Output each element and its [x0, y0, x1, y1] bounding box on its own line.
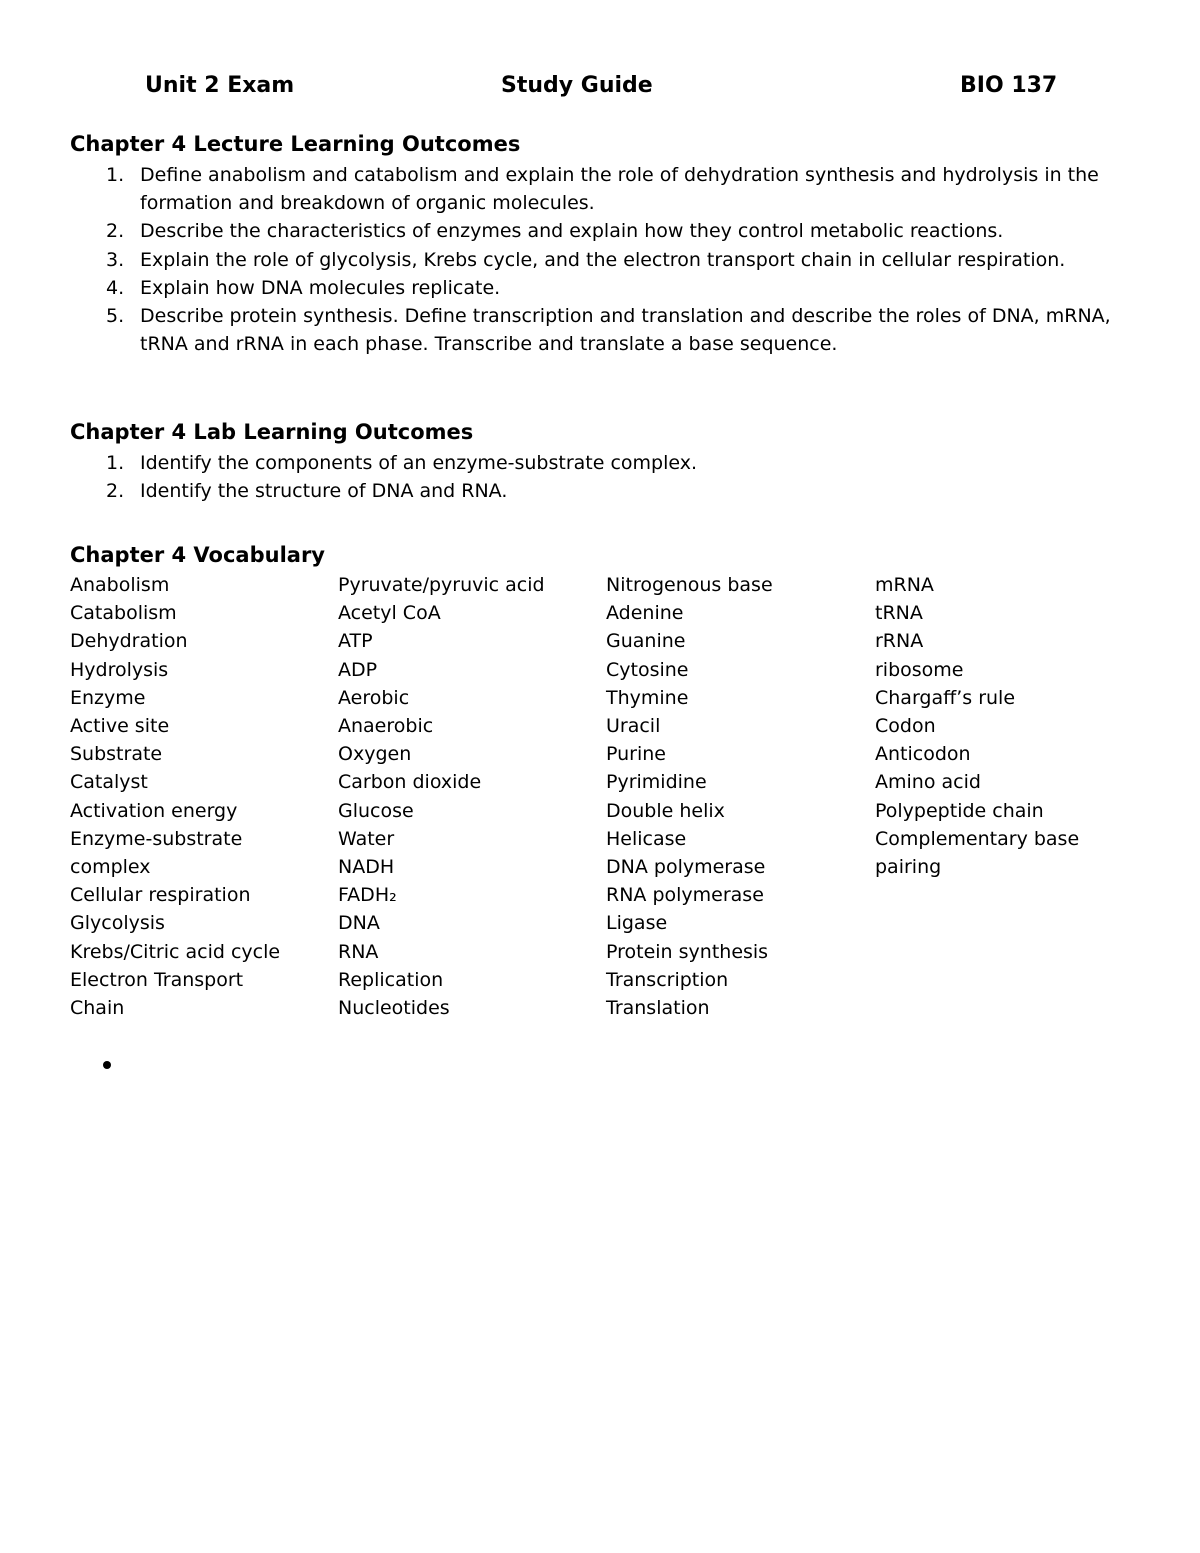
vocabulary-term: Catabolism — [70, 602, 177, 625]
vocabulary-term: Anabolism — [70, 574, 170, 596]
list-item — [70, 161, 1150, 217]
lab-outcomes-list — [70, 449, 1150, 505]
vocabulary-column — [606, 571, 866, 1022]
vocabulary-term: Cytosine — [606, 658, 689, 681]
vocabulary-term: FADH₂ — [338, 884, 397, 907]
vocabulary-term: Pyrimidine — [606, 771, 707, 794]
vocabulary-term: Pyruvate/pyruvic acid — [338, 574, 545, 596]
header-course: BIO 137 — [960, 73, 1058, 98]
header-title: Study Guide — [501, 73, 653, 98]
vocabulary-term: Chain — [70, 997, 125, 1020]
vocabulary-term: Polypeptide chain — [875, 799, 1044, 822]
vocabulary-term: Double helix — [606, 799, 725, 822]
list-item — [70, 477, 1150, 505]
vocabulary-term: Chargaff’s rule — [875, 686, 1016, 709]
item-number: 1. — [106, 452, 125, 474]
vocabulary-term: Transcription — [606, 968, 729, 991]
vocabulary-term: Active site — [70, 715, 170, 738]
vocabulary-column — [875, 571, 1135, 881]
lecture-outcomes-heading: Chapter 4 Lecture Learning Outcomes — [70, 132, 521, 156]
item-number: 2. — [106, 480, 125, 503]
vocabulary-term: Amino acid — [875, 771, 981, 794]
bullet-point — [103, 1061, 111, 1069]
vocabulary-column — [338, 571, 598, 1022]
item-number: 1. — [106, 164, 125, 186]
vocabulary-term: ATP — [338, 630, 373, 653]
vocabulary-term: RNA polymerase — [606, 884, 764, 907]
list-item — [70, 246, 1150, 274]
vocabulary-term: Replication — [338, 968, 444, 991]
vocabulary-term: NADH — [338, 856, 395, 879]
vocabulary-term: Cellular respiration — [70, 884, 251, 907]
vocabulary-term: pairing — [875, 856, 942, 879]
vocabulary-term: Translation — [606, 997, 710, 1020]
vocabulary-term: Krebs/Citric acid cycle — [70, 940, 281, 963]
list-item — [70, 217, 1150, 245]
item-number: 4. — [106, 276, 125, 299]
item-number: 5. — [106, 305, 125, 328]
vocabulary-term: Electron Transport — [70, 968, 244, 991]
vocabulary-term: Ligase — [606, 912, 668, 935]
item-text: Explain how DNA molecules replicate. — [140, 276, 501, 299]
item-number: 3. — [106, 248, 125, 271]
item-text: Identify the components of an enzyme-substrate complex. — [140, 452, 698, 474]
list-item — [70, 274, 1150, 302]
vocabulary-term: Carbon dioxide — [338, 771, 482, 794]
vocabulary-term: Purine — [606, 743, 666, 766]
header-unit: Unit 2 Exam — [145, 73, 295, 98]
vocabulary-term: Water — [338, 827, 395, 850]
vocabulary-term: Catalyst — [70, 771, 148, 794]
lecture-outcomes-list — [70, 161, 1150, 358]
list-item — [70, 302, 1150, 358]
item-text: Explain the role of glycolysis, Krebs cycle, and the electron transport chain in cellular respiration. — [140, 248, 1066, 271]
vocabulary-term: Guanine — [606, 630, 686, 653]
vocabulary-term: Codon — [875, 715, 936, 738]
vocabulary-term: Nucleotides — [338, 997, 450, 1020]
vocabulary-term: Glucose — [338, 799, 414, 822]
vocabulary-term: Complementary base — [875, 827, 1080, 850]
vocabulary-term: DNA polymerase — [606, 856, 766, 879]
vocabulary-term: DNA — [338, 912, 380, 935]
item-text: Describe protein synthesis. Define transcription and translation and describe the roles of DNA, mRNA, tRNA and rRNA in each phase. Transcribe and translate a base sequence. — [140, 305, 1111, 356]
vocabulary-column — [70, 571, 330, 1022]
vocabulary-term: ADP — [338, 658, 378, 681]
vocabulary-term: Oxygen — [338, 743, 412, 766]
vocabulary-term: Substrate — [70, 743, 163, 766]
vocabulary-term: Enzyme-substrate — [70, 827, 243, 850]
vocabulary-term: mRNA — [875, 574, 934, 596]
vocabulary-term: complex — [70, 856, 151, 879]
list-item — [70, 449, 1150, 477]
vocabulary-term: tRNA — [875, 602, 923, 625]
vocabulary-term: RNA — [338, 940, 379, 963]
vocabulary-heading: Chapter 4 Vocabulary — [70, 543, 325, 567]
item-text: Identify the structure of DNA and RNA. — [140, 480, 508, 503]
vocabulary-term: Anaerobic — [338, 715, 434, 738]
vocabulary-term: Uracil — [606, 715, 661, 738]
item-text: Describe the characteristics of enzymes and explain how they control metabolic reactions. — [140, 220, 1004, 243]
lab-outcomes-heading: Chapter 4 Lab Learning Outcomes — [70, 420, 474, 444]
vocabulary-term: Protein synthesis — [606, 940, 769, 963]
vocabulary-term: Anticodon — [875, 743, 971, 766]
vocabulary-term: Hydrolysis — [70, 658, 169, 681]
vocabulary-term: Helicase — [606, 827, 687, 850]
vocabulary-term: Activation energy — [70, 799, 238, 822]
vocabulary-term: Nitrogenous base — [606, 574, 773, 596]
vocabulary-term: Glycolysis — [70, 912, 165, 935]
vocabulary-term: rRNA — [875, 630, 924, 653]
vocabulary-term: Adenine — [606, 602, 684, 625]
vocabulary-term: Enzyme — [70, 686, 146, 709]
vocabulary-term: Acetyl CoA — [338, 602, 441, 625]
item-number: 2. — [106, 220, 125, 243]
vocabulary-term: Thymine — [606, 686, 689, 709]
item-text: Define anabolism and catabolism and explain the role of dehydration synthesis and hydrolysis in the formation and breakdown of organic molecules. — [140, 164, 1099, 215]
vocabulary-term: Aerobic — [338, 686, 410, 709]
vocabulary-term: Dehydration — [70, 630, 188, 653]
vocabulary-term: ribosome — [875, 658, 964, 681]
